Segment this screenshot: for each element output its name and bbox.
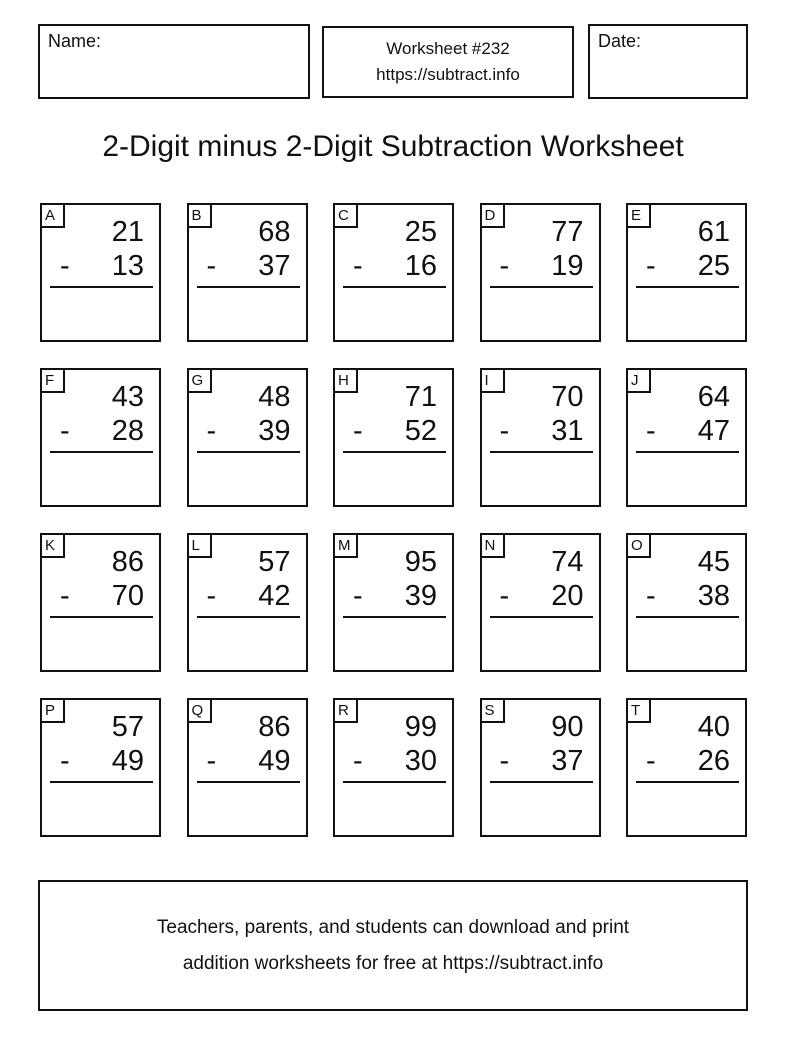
- minuend: 68: [258, 216, 291, 248]
- answer-space[interactable]: [482, 783, 599, 833]
- problem-letter: C: [333, 203, 358, 228]
- minus-sign: -: [60, 745, 70, 777]
- problems-grid: [40, 203, 747, 837]
- subtrahend: 25: [697, 250, 730, 282]
- minuend: 45: [697, 546, 730, 578]
- answer-space[interactable]: [42, 783, 159, 833]
- problem-letter: R: [333, 698, 358, 723]
- answer-space[interactable]: [42, 618, 159, 668]
- problem-box-J: [626, 368, 747, 507]
- subtraction-row: [42, 579, 159, 613]
- minus-sign: -: [60, 580, 70, 612]
- worksheet-number: Worksheet #232: [386, 39, 510, 58]
- problem-letter: N: [480, 533, 505, 558]
- problem-box-N: [480, 533, 601, 672]
- problem-box-P: [40, 698, 161, 837]
- subtraction-row: [189, 744, 306, 778]
- subtraction-row: [189, 579, 306, 613]
- subtraction-row: [482, 249, 599, 283]
- answer-space[interactable]: [189, 288, 306, 338]
- subtraction-row: [42, 744, 159, 778]
- minus-sign: -: [206, 415, 217, 447]
- problem-box-O: [626, 533, 747, 672]
- subtraction-row: [482, 744, 599, 778]
- subtrahend: 31: [551, 415, 584, 447]
- minus-sign: -: [353, 250, 363, 282]
- name-label: Name:: [48, 31, 102, 51]
- problem-box-F: [40, 368, 161, 507]
- answer-space[interactable]: [42, 288, 159, 338]
- minuend: 77: [551, 216, 584, 248]
- subtrahend: 26: [697, 745, 730, 777]
- answer-space[interactable]: [335, 783, 452, 833]
- date-field-box[interactable]: [588, 24, 748, 99]
- problem-box-C: [333, 203, 454, 342]
- subtrahend: 39: [258, 415, 291, 447]
- problem-letter: H: [333, 368, 358, 393]
- minus-sign: -: [206, 250, 217, 282]
- answer-space[interactable]: [482, 453, 599, 503]
- subtrahend: 37: [258, 250, 291, 282]
- subtraction-row: [335, 414, 452, 448]
- minus-sign: -: [206, 745, 217, 777]
- subtraction-row: [628, 579, 745, 613]
- answer-space[interactable]: [335, 288, 452, 338]
- problem-letter: O: [626, 533, 651, 558]
- minuend: 70: [551, 381, 584, 413]
- problem-letter: J: [626, 368, 651, 393]
- minus-sign: -: [499, 745, 510, 777]
- problem-letter: Q: [187, 698, 212, 723]
- minus-sign: -: [206, 580, 217, 612]
- minuend: 57: [111, 711, 144, 743]
- subtraction-row: [482, 579, 599, 613]
- answer-space[interactable]: [189, 453, 306, 503]
- date-label: Date:: [598, 31, 642, 51]
- problem-letter: T: [626, 698, 651, 723]
- answer-space[interactable]: [628, 288, 745, 338]
- subtrahend: 52: [404, 415, 437, 447]
- minuend: 25: [404, 216, 437, 248]
- problem-box-G: [187, 368, 308, 507]
- problem-box-H: [333, 368, 454, 507]
- subtrahend: 16: [404, 250, 437, 282]
- minuend: 40: [697, 711, 730, 743]
- name-field-box[interactable]: [38, 24, 310, 99]
- footer-box: [38, 880, 748, 1011]
- problem-box-D: [480, 203, 601, 342]
- subtrahend: 19: [551, 250, 584, 282]
- problem-box-Q: [187, 698, 308, 837]
- problem-letter: G: [187, 368, 212, 393]
- answer-space[interactable]: [628, 618, 745, 668]
- problem-box-K: [40, 533, 161, 672]
- problem-letter: S: [480, 698, 505, 723]
- minuend: 21: [111, 216, 144, 248]
- minuend: 71: [404, 381, 437, 413]
- subtrahend: 37: [551, 745, 584, 777]
- minuend: 86: [258, 711, 291, 743]
- minus-sign: -: [646, 415, 656, 447]
- problem-letter: K: [40, 533, 65, 558]
- minuend: 86: [111, 546, 144, 578]
- subtraction-row: [335, 579, 452, 613]
- subtrahend: 49: [111, 745, 144, 777]
- minuend: 90: [551, 711, 584, 743]
- problem-letter: F: [40, 368, 65, 393]
- minus-sign: -: [499, 580, 510, 612]
- subtrahend: 20: [551, 580, 584, 612]
- minus-sign: -: [646, 580, 656, 612]
- footer-line1: Teachers, parents, and students can download and print: [156, 916, 630, 938]
- minus-sign: -: [646, 250, 656, 282]
- subtraction-row: [628, 414, 745, 448]
- subtraction-row: [189, 414, 306, 448]
- minus-sign: -: [646, 745, 656, 777]
- subtrahend: 28: [111, 415, 144, 447]
- subtrahend: 49: [258, 745, 291, 777]
- subtraction-row: [42, 249, 159, 283]
- worksheet-info-box: [322, 26, 574, 98]
- minuend: 74: [551, 546, 584, 578]
- subtrahend: 42: [258, 580, 291, 612]
- minus-sign: -: [499, 415, 510, 447]
- minus-sign: -: [499, 250, 510, 282]
- minuend: 57: [258, 546, 291, 578]
- problem-letter: I: [480, 368, 505, 393]
- minuend: 43: [111, 381, 144, 413]
- subtraction-row: [628, 744, 745, 778]
- minuend: 61: [697, 216, 730, 248]
- answer-space[interactable]: [628, 453, 745, 503]
- problem-box-S: [480, 698, 601, 837]
- footer-line2: addition worksheets for free at https://subtract.info: [182, 952, 604, 974]
- subtrahend: 30: [404, 745, 437, 777]
- subtrahend: 47: [697, 415, 730, 447]
- worksheet-url: https://subtract.info: [376, 65, 520, 84]
- page-title: 2-Digit minus 2-Digit Subtraction Worksheet: [102, 130, 684, 163]
- answer-space[interactable]: [42, 453, 159, 503]
- subtraction-row: [42, 414, 159, 448]
- problem-box-M: [333, 533, 454, 672]
- problem-letter: L: [187, 533, 212, 558]
- minuend: 64: [697, 381, 730, 413]
- problem-letter: M: [333, 533, 358, 558]
- minus-sign: -: [353, 415, 363, 447]
- subtraction-row: [335, 249, 452, 283]
- problem-letter: D: [480, 203, 505, 228]
- minus-sign: -: [353, 580, 363, 612]
- problem-box-E: [626, 203, 747, 342]
- problem-letter: A: [40, 203, 65, 228]
- problem-box-R: [333, 698, 454, 837]
- minuend: 95: [404, 546, 437, 578]
- answer-space[interactable]: [482, 288, 599, 338]
- minuend: 48: [258, 381, 291, 413]
- answer-space[interactable]: [628, 783, 745, 833]
- minus-sign: -: [60, 250, 70, 282]
- problem-box-L: [187, 533, 308, 672]
- subtraction-row: [335, 744, 452, 778]
- minuend: 99: [404, 711, 437, 743]
- subtrahend: 70: [111, 580, 144, 612]
- problem-box-I: [480, 368, 601, 507]
- problem-box-A: [40, 203, 161, 342]
- problem-letter: E: [626, 203, 651, 228]
- problem-letter: B: [187, 203, 212, 228]
- problem-box-T: [626, 698, 747, 837]
- problem-box-B: [187, 203, 308, 342]
- answer-space[interactable]: [482, 618, 599, 668]
- subtrahend: 38: [697, 580, 730, 612]
- subtraction-row: [189, 249, 306, 283]
- subtrahend: 39: [404, 580, 437, 612]
- answer-space[interactable]: [189, 618, 306, 668]
- subtraction-row: [482, 414, 599, 448]
- answer-space[interactable]: [335, 618, 452, 668]
- subtrahend: 13: [111, 250, 144, 282]
- subtraction-row: [628, 249, 745, 283]
- minus-sign: -: [353, 745, 363, 777]
- problem-letter: P: [40, 698, 65, 723]
- answer-space[interactable]: [335, 453, 452, 503]
- answer-space[interactable]: [189, 783, 306, 833]
- minus-sign: -: [60, 415, 70, 447]
